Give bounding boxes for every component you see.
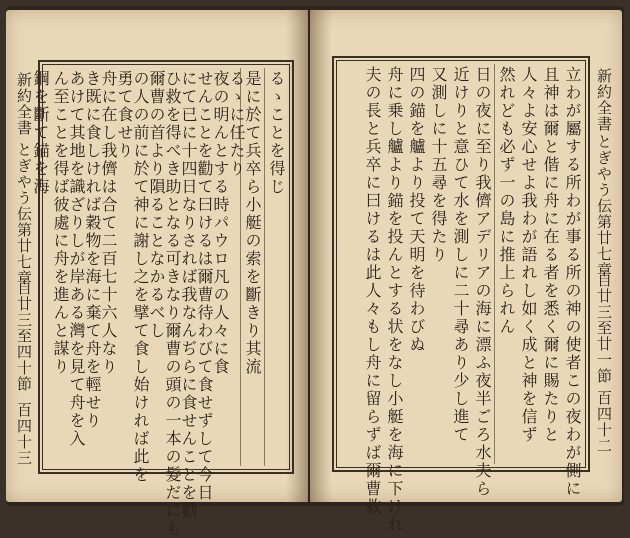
left-text-column: 鋼を斷て錨を海: [31, 70, 50, 196]
right-running-title: 新約全書: [595, 68, 613, 132]
right-page: [310, 10, 622, 534]
left-running-book: とぎやう伝第廿七章: [15, 142, 33, 286]
left-text-column: き既に食しければ穀物を海に棄て舟を輕せり: [83, 70, 102, 430]
left-text-column: 爾曹の首より隕ることなかるべし: [147, 70, 166, 340]
right-text-column: 且神は爾と偕に舟に在る者を悉く爾に賜たりと: [541, 66, 560, 444]
left-text-column: 舟に在し我儕は合て二百七十六人なり: [99, 70, 118, 376]
left-text-column: ひ救を得べき助となる可きなり爾曹の頭の一本の髮だにも: [163, 70, 182, 538]
left-text-column: 夜の明んとする時パウロ凡の人々に食: [211, 70, 230, 376]
left-text-column: るゝに任たり: [227, 70, 246, 178]
left-text-frame: [31, 60, 294, 538]
left-text-column: ん至ことを得ば彼處に舟を進んと謀り: [51, 70, 70, 376]
right-text-column: 又測しに十五尋を得たり: [429, 66, 448, 264]
right-text-column: 人々よ安心せよ我わが語れし如く成と神を信ず: [519, 66, 538, 444]
right-running-verses: 自廿三至廿一節: [595, 272, 613, 384]
right-text-column: 日の夜に至り我儕アデリアの海に漂ふ夜半ごろ水夫ら: [473, 66, 492, 498]
right-text-column: 四の錨を艫より投て天明を待わびぬ: [407, 66, 426, 354]
left-text-column: の人の前に於て神に謝し之を擘て食し始ければ此を: [131, 70, 150, 484]
right-text-column: 然れども必ず一の島に推上られん: [497, 66, 516, 336]
right-page-number: 百四十二: [595, 390, 613, 454]
left-page: [6, 10, 308, 538]
left-running-title: 新約全書: [15, 72, 33, 136]
right-text-frame: [332, 56, 590, 534]
left-text-column: にて已に十四日なりされば我なんぢらに食せんことを勸: [179, 70, 198, 520]
right-text-column: 舟に乗し艫より錨を投んとする状をなし小艇を海に下けれ: [385, 66, 404, 534]
left-text-column: 是に於て兵卒ら小艇の索を斷きり其流: [243, 70, 262, 376]
right-text-column: 夫の長と兵卒に曰けるは此人々もし舟に留らずば爾曹救: [363, 66, 382, 516]
right-running-book: とぎやう伝第廿七章: [595, 134, 613, 278]
left-running-verses: 自廿三至四十節: [15, 280, 33, 392]
left-text-column: あけて其地を識ざりしが岸ある灣を見て舟を入: [67, 70, 86, 448]
left-text-column: せんことを勸て曰けるは爾曹待わびて食せずして今日: [195, 70, 214, 502]
left-text-column: るゝことを得じ: [267, 70, 286, 196]
left-page-number: 百四十三: [15, 402, 33, 466]
right-text-column: 立わが屬する所わが事る所の神の使者この夜わが側に: [563, 66, 582, 498]
open-book: [6, 6, 624, 538]
right-text-column: 近けりと意ひて水を測しに二十尋あり少し進て: [451, 66, 470, 444]
left-text-column: 勇て食せり: [115, 70, 134, 160]
